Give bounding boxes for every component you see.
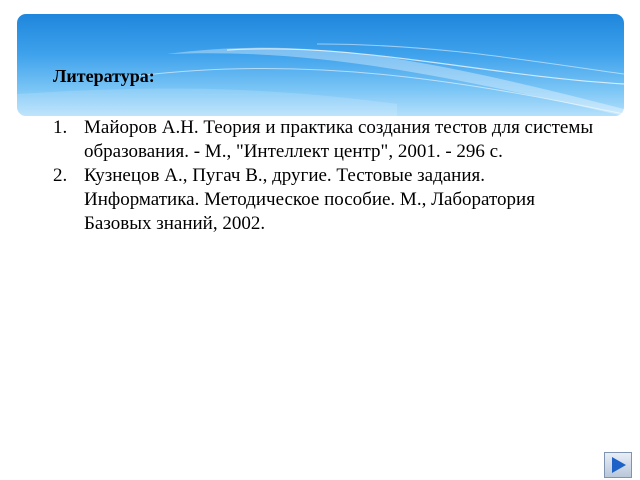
page-title: Литература: bbox=[53, 66, 155, 86]
header-banner bbox=[17, 14, 624, 116]
list-item bbox=[53, 116, 598, 164]
list-item-number: 2. bbox=[53, 165, 68, 186]
play-right-arrow-icon bbox=[608, 455, 628, 475]
wave-decoration bbox=[17, 14, 624, 116]
list-item bbox=[53, 164, 598, 236]
list-item-number: 1. bbox=[53, 117, 68, 138]
list-item-text: Кузнецов А., Пугач В., другие. Тестовые задания. Информатика. Методическое пособие. М., Лаборатория Базовых знаний, 2002. bbox=[84, 165, 535, 234]
reference-list bbox=[53, 116, 598, 236]
next-slide-button[interactable] bbox=[604, 452, 632, 478]
list-item-text: Майоров А.Н. Теория и практика создания тестов для системы образования. - М., "Интеллект центр", 2001. - 296 с. bbox=[84, 117, 594, 162]
